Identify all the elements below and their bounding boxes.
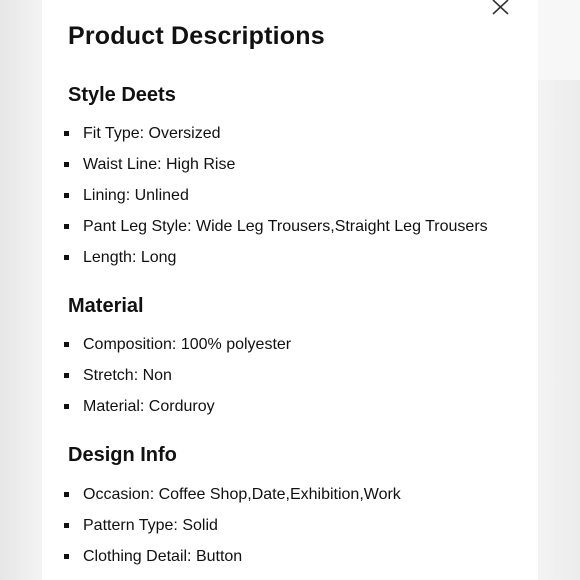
section-title-design-info: Design Info	[68, 444, 177, 466]
list-item	[62, 211, 488, 242]
close-button[interactable]	[488, 0, 512, 16]
style-deets-list	[62, 118, 488, 273]
list-item-text: Pattern Type: Solid	[83, 517, 218, 534]
list-item	[62, 149, 488, 180]
section-title-material: Material	[68, 295, 144, 317]
list-item	[62, 541, 401, 572]
bullet-icon	[64, 255, 69, 260]
list-item-text: Fit Type: Oversized	[83, 125, 221, 142]
list-item	[62, 510, 401, 541]
list-item	[62, 180, 488, 211]
design-info-list	[62, 479, 401, 572]
panel-title: Product Descriptions	[68, 22, 325, 50]
list-item-text: Occasion: Coffee Shop,Date,Exhibition,Work	[83, 486, 401, 503]
bullet-icon	[64, 224, 69, 229]
bullet-icon	[64, 373, 69, 378]
bullet-icon	[64, 523, 69, 528]
section-title-style-deets: Style Deets	[68, 84, 176, 106]
list-item-text: Clothing Detail: Button	[83, 548, 243, 565]
list-item-text: Material: Corduroy	[83, 398, 215, 415]
list-item-text: Composition: 100% polyester	[83, 336, 292, 353]
list-item	[62, 329, 291, 360]
bullet-icon	[64, 342, 69, 347]
backdrop-edge	[538, 0, 580, 80]
bullet-icon	[64, 554, 69, 559]
bullet-icon	[64, 131, 69, 136]
list-item	[62, 360, 291, 391]
list-item-text: Lining: Unlined	[83, 187, 189, 204]
bullet-icon	[64, 162, 69, 167]
list-item	[62, 242, 488, 273]
bullet-icon	[64, 404, 69, 409]
bullet-icon	[64, 193, 69, 198]
list-item-text: Length: Long	[83, 249, 177, 266]
list-item	[62, 391, 291, 422]
list-item-text: Pant Leg Style: Wide Leg Trousers,Straight Leg Trousers	[83, 218, 488, 235]
bullet-icon	[64, 492, 69, 497]
list-item-text: Waist Line: High Rise	[83, 156, 236, 173]
close-icon	[488, 0, 512, 16]
list-item	[62, 479, 401, 510]
list-item-text: Stretch: Non	[83, 367, 172, 384]
material-list	[62, 329, 291, 422]
list-item	[62, 118, 488, 149]
